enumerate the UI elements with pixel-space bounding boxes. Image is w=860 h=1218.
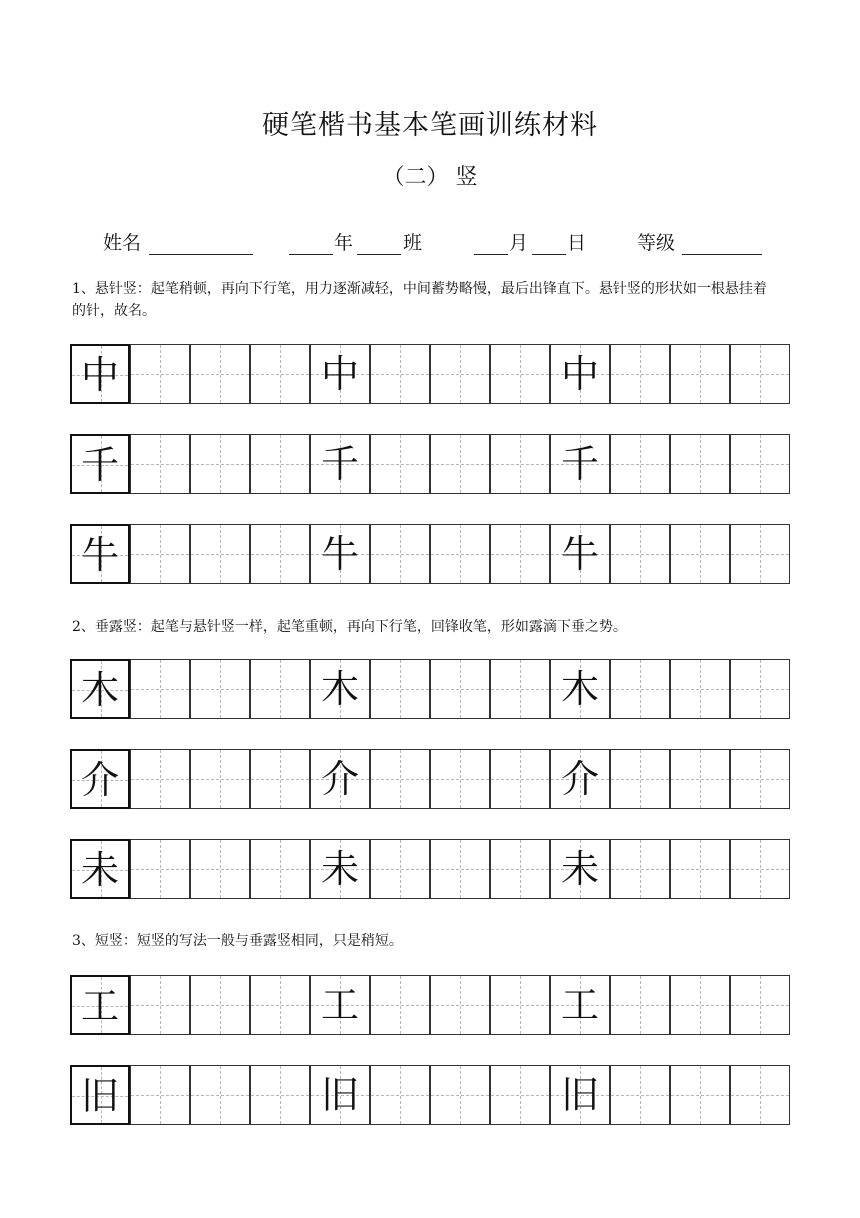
guide-line-vertical: [520, 345, 521, 403]
model-character: 木: [320, 667, 359, 711]
model-character: 千: [560, 442, 599, 486]
practice-row: [70, 344, 790, 404]
guide-line-vertical: [400, 345, 401, 403]
practice-cell[interactable]: [190, 434, 250, 494]
guide-line-vertical: [160, 435, 161, 493]
practice-cell[interactable]: [130, 659, 190, 719]
practice-cell[interactable]: [490, 839, 550, 899]
guide-line-vertical: [400, 840, 401, 898]
guide-line-vertical: [220, 525, 221, 583]
instruction-text: 1、悬针竖：起笔稍顿，再向下行笔，用力逐渐减轻，中间蓄势略慢，最后出锋直下。悬针竖的形状如一根悬挂着的针，故名。: [72, 281, 767, 319]
model-character-cell: [310, 975, 370, 1035]
model-character-cell: [550, 524, 610, 584]
practice-cell[interactable]: [430, 659, 490, 719]
guide-line-vertical: [640, 1066, 641, 1124]
practice-cell[interactable]: [370, 659, 430, 719]
practice-cell[interactable]: [190, 1065, 250, 1125]
guide-line-vertical: [280, 750, 281, 808]
guide-line-vertical: [520, 840, 521, 898]
practice-cell[interactable]: [190, 839, 250, 899]
guide-line-vertical: [520, 435, 521, 493]
practice-cell[interactable]: [730, 975, 790, 1035]
guide-line-vertical: [520, 976, 521, 1034]
model-character-cell: [310, 524, 370, 584]
practice-cell[interactable]: [130, 434, 190, 494]
guide-line-vertical: [760, 525, 761, 583]
model-character: 千: [80, 443, 119, 487]
practice-cell[interactable]: [490, 524, 550, 584]
month-blank[interactable]: [474, 254, 508, 255]
guide-line-vertical: [760, 976, 761, 1034]
model-character: 千: [320, 442, 359, 486]
month-label: 月: [509, 232, 529, 254]
guide-line-vertical: [160, 840, 161, 898]
guide-line-vertical: [160, 1066, 161, 1124]
practice-cell[interactable]: [610, 659, 670, 719]
practice-cell[interactable]: [490, 659, 550, 719]
model-character: 旧: [560, 1073, 599, 1117]
guide-line-vertical: [280, 976, 281, 1034]
practice-cell[interactable]: [370, 344, 430, 404]
practice-cell[interactable]: [130, 749, 190, 809]
model-character-cell: [70, 1065, 130, 1125]
guide-line-vertical: [520, 660, 521, 718]
practice-cell[interactable]: [670, 1065, 730, 1125]
practice-cell[interactable]: [610, 344, 670, 404]
practice-cell[interactable]: [190, 524, 250, 584]
practice-cell[interactable]: [730, 524, 790, 584]
practice-cell[interactable]: [610, 434, 670, 494]
day-label: 日: [567, 232, 587, 254]
model-character: 介: [320, 757, 359, 801]
guide-line-vertical: [640, 435, 641, 493]
guide-line-vertical: [220, 750, 221, 808]
practice-cell[interactable]: [490, 749, 550, 809]
guide-line-vertical: [640, 840, 641, 898]
practice-cell[interactable]: [250, 749, 310, 809]
model-character: 牛: [320, 532, 359, 576]
practice-cell[interactable]: [190, 975, 250, 1035]
practice-cell[interactable]: [370, 434, 430, 494]
practice-cell[interactable]: [250, 524, 310, 584]
practice-cell[interactable]: [730, 344, 790, 404]
model-character-cell: [70, 839, 130, 899]
guide-line-vertical: [760, 840, 761, 898]
practice-cell[interactable]: [430, 749, 490, 809]
guide-line-vertical: [160, 345, 161, 403]
model-character-cell: [550, 839, 610, 899]
model-character: 工: [560, 983, 599, 1027]
practice-cell[interactable]: [670, 975, 730, 1035]
practice-cell[interactable]: [430, 524, 490, 584]
model-character-cell: [550, 1065, 610, 1125]
guide-line-vertical: [700, 525, 701, 583]
grade-label: 等级: [637, 232, 676, 254]
guide-line-vertical: [160, 660, 161, 718]
practice-cell[interactable]: [610, 975, 670, 1035]
guide-line-vertical: [220, 976, 221, 1034]
model-character-cell: [310, 1065, 370, 1125]
guide-line-vertical: [640, 660, 641, 718]
guide-line-vertical: [160, 525, 161, 583]
practice-cell[interactable]: [130, 524, 190, 584]
practice-cell[interactable]: [490, 1065, 550, 1125]
model-character-cell: [550, 344, 610, 404]
name-label: 姓名: [103, 232, 142, 254]
model-character: 中: [320, 352, 359, 396]
model-character-cell: [310, 749, 370, 809]
guide-line-vertical: [520, 750, 521, 808]
practice-cell[interactable]: [250, 839, 310, 899]
practice-cell[interactable]: [730, 749, 790, 809]
guide-line-vertical: [220, 1066, 221, 1124]
practice-row: [70, 975, 790, 1035]
guide-line-vertical: [640, 525, 641, 583]
guide-line-vertical: [700, 750, 701, 808]
instruction-text: 3、短竖：短竖的写法一般与垂露竖相同，只是稍短。: [72, 933, 403, 949]
practice-row: [70, 434, 790, 494]
guide-line-vertical: [400, 750, 401, 808]
guide-line-vertical: [400, 435, 401, 493]
practice-cell[interactable]: [130, 839, 190, 899]
model-character-cell: [70, 344, 130, 404]
guide-line-vertical: [280, 345, 281, 403]
name-blank[interactable]: [149, 254, 253, 255]
practice-cell[interactable]: [190, 659, 250, 719]
model-character: 旧: [80, 1074, 119, 1118]
model-character-cell: [310, 434, 370, 494]
model-character-cell: [310, 344, 370, 404]
practice-cell[interactable]: [370, 1065, 430, 1125]
guide-line-vertical: [700, 1066, 701, 1124]
guide-line-vertical: [400, 1066, 401, 1124]
guide-line-vertical: [460, 750, 461, 808]
model-character: 介: [80, 758, 119, 802]
practice-cell[interactable]: [130, 975, 190, 1035]
model-character: 旧: [320, 1073, 359, 1117]
practice-cell[interactable]: [130, 344, 190, 404]
model-character-cell: [550, 434, 610, 494]
practice-row: [70, 749, 790, 809]
model-character: 未: [80, 848, 119, 892]
model-character-cell: [310, 839, 370, 899]
year-label: 年: [334, 232, 354, 254]
guide-line-vertical: [640, 345, 641, 403]
guide-line-vertical: [460, 976, 461, 1034]
guide-line-vertical: [700, 976, 701, 1034]
practice-cell[interactable]: [610, 1065, 670, 1125]
guide-line-vertical: [220, 840, 221, 898]
guide-line-vertical: [400, 976, 401, 1034]
day-blank[interactable]: [532, 254, 566, 255]
practice-cell[interactable]: [130, 1065, 190, 1125]
guide-line-vertical: [400, 525, 401, 583]
practice-cell[interactable]: [610, 839, 670, 899]
practice-cell[interactable]: [490, 344, 550, 404]
guide-line-vertical: [640, 976, 641, 1034]
practice-cell[interactable]: [670, 524, 730, 584]
practice-cell[interactable]: [670, 659, 730, 719]
practice-row: [70, 839, 790, 899]
model-character-cell: [550, 749, 610, 809]
guide-line-vertical: [460, 660, 461, 718]
practice-cell[interactable]: [730, 1065, 790, 1125]
practice-cell[interactable]: [490, 975, 550, 1035]
guide-line-vertical: [460, 1066, 461, 1124]
practice-cell[interactable]: [730, 659, 790, 719]
practice-cell[interactable]: [250, 659, 310, 719]
instruction-text: 2、垂露竖：起笔与悬针竖一样，起笔重顿，再向下行笔，回锋收笔，形如露滴下垂之势。: [72, 619, 627, 635]
model-character-cell: [550, 975, 610, 1035]
practice-cell[interactable]: [730, 434, 790, 494]
guide-line-vertical: [220, 660, 221, 718]
guide-line-vertical: [460, 345, 461, 403]
model-character: 未: [560, 847, 599, 891]
guide-line-vertical: [400, 660, 401, 718]
practice-cell[interactable]: [370, 524, 430, 584]
practice-cell[interactable]: [250, 975, 310, 1035]
practice-cell[interactable]: [190, 749, 250, 809]
model-character: 工: [80, 984, 119, 1028]
practice-cell[interactable]: [730, 839, 790, 899]
guide-line-vertical: [460, 840, 461, 898]
practice-cell[interactable]: [430, 344, 490, 404]
practice-cell[interactable]: [250, 344, 310, 404]
guide-line-vertical: [280, 525, 281, 583]
practice-cell[interactable]: [370, 975, 430, 1035]
practice-cell[interactable]: [430, 839, 490, 899]
guide-line-vertical: [280, 435, 281, 493]
guide-line-vertical: [640, 750, 641, 808]
guide-line-vertical: [220, 435, 221, 493]
model-character: 牛: [80, 533, 119, 577]
guide-line-vertical: [760, 345, 761, 403]
guide-line-vertical: [280, 840, 281, 898]
guide-line-vertical: [760, 435, 761, 493]
guide-line-vertical: [520, 525, 521, 583]
grade-blank[interactable]: [682, 254, 762, 255]
practice-cell[interactable]: [430, 434, 490, 494]
guide-line-vertical: [700, 435, 701, 493]
guide-line-vertical: [700, 345, 701, 403]
practice-cell[interactable]: [430, 975, 490, 1035]
model-character: 木: [560, 667, 599, 711]
practice-cell[interactable]: [610, 524, 670, 584]
guide-line-vertical: [460, 525, 461, 583]
guide-line-vertical: [280, 660, 281, 718]
model-character-cell: [70, 434, 130, 494]
practice-cell[interactable]: [610, 749, 670, 809]
guide-line-vertical: [700, 660, 701, 718]
practice-cell[interactable]: [190, 344, 250, 404]
practice-row: [70, 659, 790, 719]
model-character-cell: [550, 659, 610, 719]
practice-cell[interactable]: [250, 1065, 310, 1125]
model-character: 工: [320, 983, 359, 1027]
practice-cell[interactable]: [430, 1065, 490, 1125]
guide-line-vertical: [160, 750, 161, 808]
practice-cell[interactable]: [370, 749, 430, 809]
practice-row: [70, 524, 790, 584]
practice-cell[interactable]: [670, 839, 730, 899]
guide-line-vertical: [700, 840, 701, 898]
practice-cell[interactable]: [670, 344, 730, 404]
guide-line-vertical: [760, 1066, 761, 1124]
practice-cell[interactable]: [670, 434, 730, 494]
class-label: 班: [403, 232, 423, 254]
model-character-cell: [70, 659, 130, 719]
model-character: 木: [80, 668, 119, 712]
model-character: 中: [560, 352, 599, 396]
model-character: 中: [80, 353, 119, 397]
model-character-cell: [70, 524, 130, 584]
practice-row: [70, 1065, 790, 1125]
guide-line-vertical: [280, 1066, 281, 1124]
class-blank[interactable]: [357, 254, 401, 255]
guide-line-vertical: [760, 660, 761, 718]
practice-cell[interactable]: [670, 749, 730, 809]
student-info-row: [0, 228, 860, 260]
model-character-cell: [310, 659, 370, 719]
page-title: 硬笔楷书基本笔画训练材料: [262, 110, 598, 141]
model-character: 介: [560, 757, 599, 801]
model-character: 牛: [560, 532, 599, 576]
model-character-cell: [70, 975, 130, 1035]
year-blank[interactable]: [289, 254, 333, 255]
practice-cell[interactable]: [370, 839, 430, 899]
guide-line-vertical: [220, 345, 221, 403]
practice-cell[interactable]: [490, 434, 550, 494]
guide-line-vertical: [460, 435, 461, 493]
model-character: 未: [320, 847, 359, 891]
guide-line-vertical: [520, 1066, 521, 1124]
guide-line-vertical: [160, 976, 161, 1034]
practice-cell[interactable]: [250, 434, 310, 494]
model-character-cell: [70, 749, 130, 809]
guide-line-vertical: [760, 750, 761, 808]
page-subtitle: （二） 竖: [382, 165, 478, 190]
